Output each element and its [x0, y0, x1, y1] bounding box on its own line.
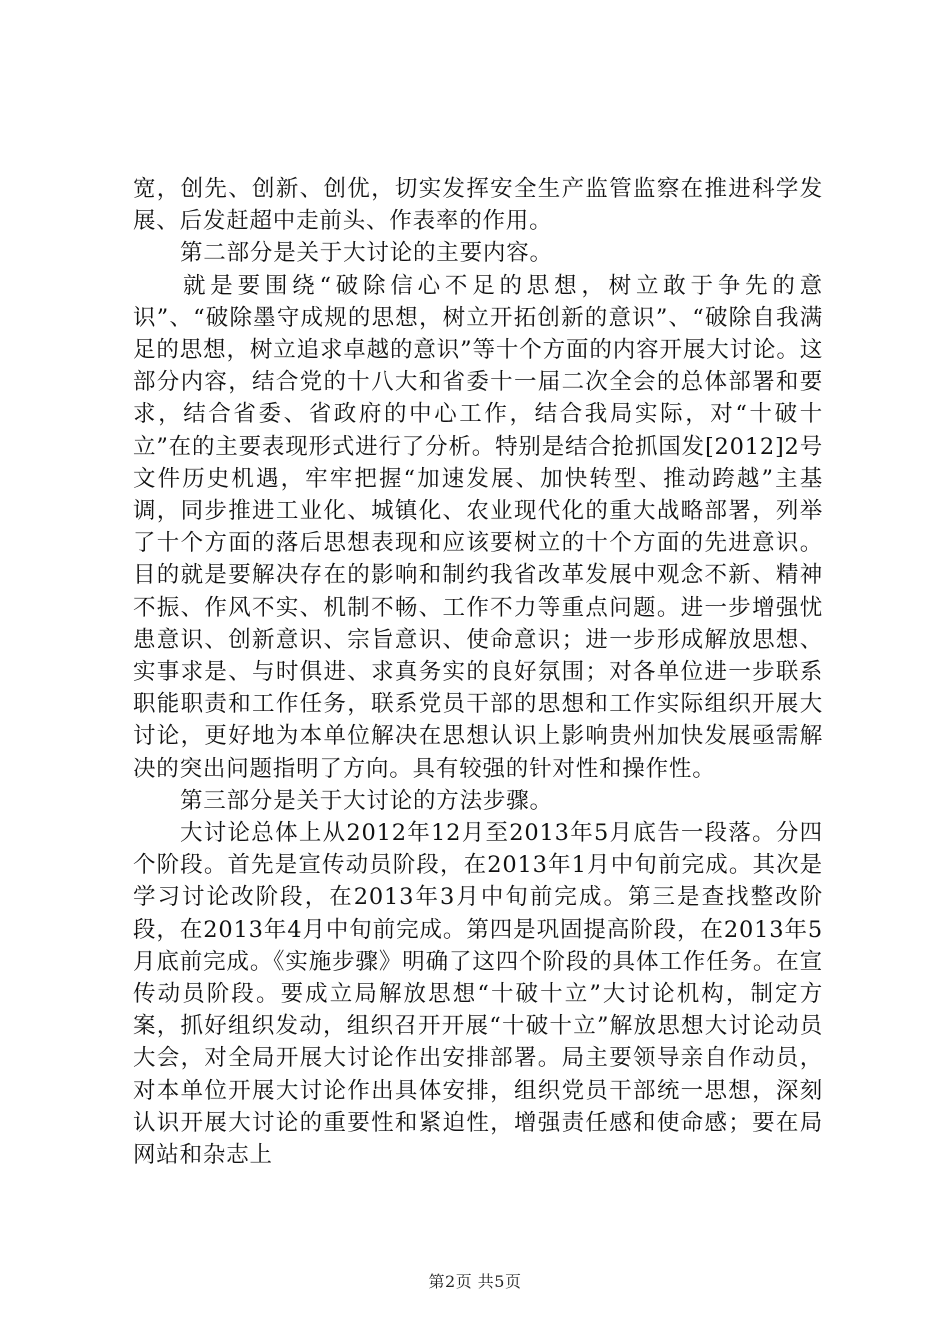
paragraph-part-three-heading: 第三部分是关于大讨论的方法步骤。 — [180, 787, 553, 814]
paragraph-part-two-content: 就是要围绕“破除信心不足的思想，树立敢于争先的意识”、“破除墨守成规的思想，树立开拓创新的意识”、“破除自我满足的思想，树立追求卓越的意识”等十个方面的内容开展大讨论。这部分内容，结合党的十八大和省委十一届二次全会的总体部署和要求，结合省委、省政府的中心工作，结合我局实际，对“十破十立”在的主要表现形式进行了分析。特别是结合抢抓国发[2012]2号文件历史机遇，牢牢把握“加速发展、加快转型、推动跨越”主基调，同步推进工业化、城镇化、农业现代化的重大战略部署，列举了十个方面的落后思想表现和应该要树立的十个方面的先进意识。目的就是要解决存在的影响和制约我省改革发展中观念不新、精神不振、作风不实、机制不畅、工作不力等重点问题。进一步增强忧患意识、创新意识、宗旨意识、使命意识；进一步形成解放思想、实事求是、与时俱进、求真务实的良好氛围；对各单位进一步联系职能职责和工作任务，联系党员干部的思想和工作实际组织开展大讨论，更好地为本单位解决在思想认识上影响贵州加快发展亟需解决的突出问题指明了方向。具有较强的针对性和操作性。 — [133, 272, 823, 782]
paragraph-part-two-heading: 第二部分是关于大讨论的主要内容。 — [180, 240, 553, 267]
paragraph-part-three-content: 大讨论总体上从2012年12月至2013年5月底告一段落。分四个阶段。首先是宣传动员阶段，在2013年1月中旬前完成。其次是学习讨论改阶段，在2013年3月中旬前完成。第三是查找整改阶段，在2013年4月中旬前完成。第四是巩固提高阶段，在2013年5月底前完成。《实施步骤》明确了这四个阶段的具体工作任务。在宣传动员阶段。要成立局解放思想“十破十立”大讨论机构，制定方案，抓好组织发动，组织召开开展“十破十立”解放思想大讨论动员大会，对全局开展大讨论作出安排部署。局主要领导亲自作动员，对本单位开展大讨论作出具体安排，组织党员干部统一思想，深刻认识开展大讨论的重要性和紧迫性，增强责任感和使命感；要在局网站和杂志上 — [133, 820, 823, 1169]
paragraph-continuation: 宽，创先、创新、创优，切实发挥安全生产监管监察在推进科学发展、后发赶超中走前头、作表率的作用。 — [133, 176, 823, 235]
document-body — [133, 173, 823, 1171]
page-number-footer: 第2页 共5页 — [428, 1272, 522, 1291]
